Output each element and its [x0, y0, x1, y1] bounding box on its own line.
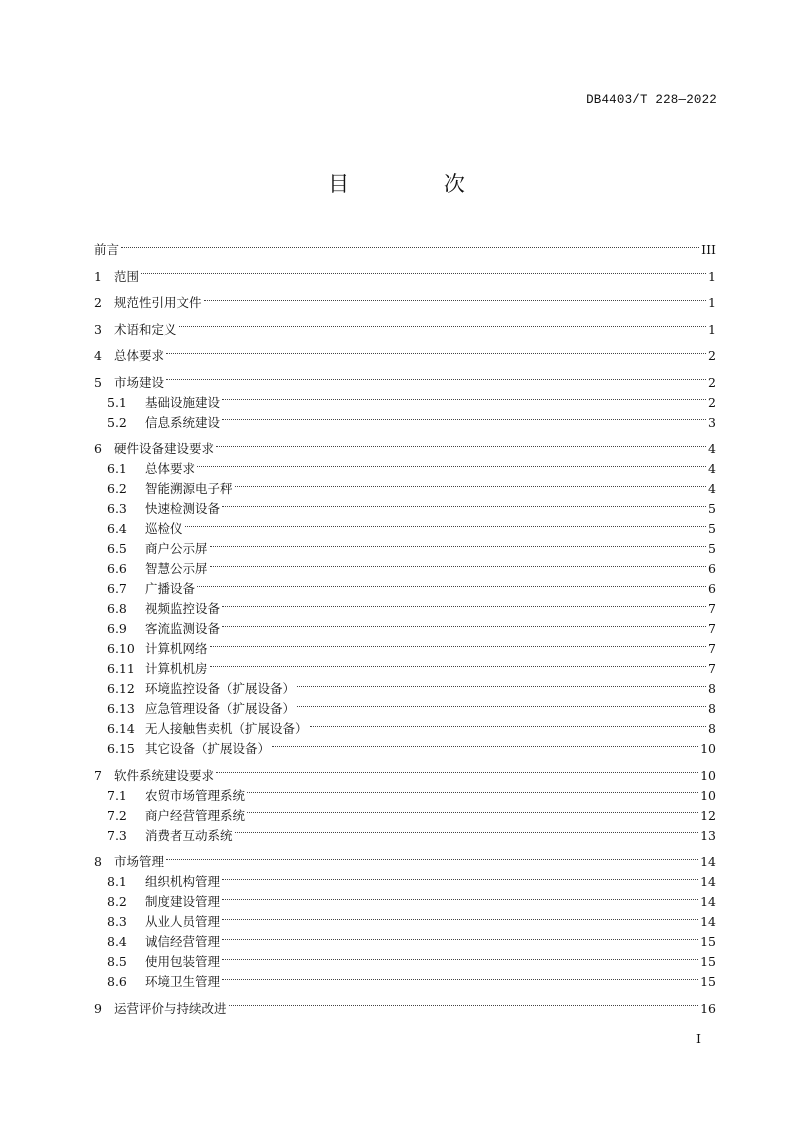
toc-entry[interactable]: [94, 806, 716, 826]
toc-entry[interactable]: [94, 579, 716, 599]
toc-entry[interactable]: [94, 766, 716, 786]
toc-entry-number: 6.13: [107, 701, 135, 716]
toc-entry-label: 市场管理: [114, 854, 165, 869]
toc-entry-page: 5: [708, 521, 716, 536]
toc-entry-number: 6.6: [107, 561, 127, 576]
toc-entry-label: 硬件设备建设要求: [114, 441, 215, 456]
dot-leader: [222, 399, 706, 400]
toc-entry-number: 6.5: [107, 541, 127, 556]
dot-leader: [197, 466, 706, 467]
toc-entry-number: 6.14: [107, 721, 135, 736]
dot-leader: [210, 566, 706, 567]
toc-entry-number: 7.3: [107, 827, 127, 843]
dot-leader: [235, 832, 699, 833]
toc-entry[interactable]: [94, 892, 716, 912]
dot-leader: [222, 899, 698, 900]
dot-leader: [247, 792, 698, 793]
toc-entry[interactable]: [94, 559, 716, 579]
toc-entry-page: 8: [708, 681, 716, 696]
toc-entry-number: 9: [94, 1000, 102, 1016]
toc-entry-label: 巡检仪: [145, 521, 183, 536]
dot-leader: [222, 626, 706, 627]
toc-entry-page: 10: [700, 741, 716, 756]
dot-leader: [272, 746, 698, 747]
toc-entry[interactable]: [94, 912, 716, 932]
dot-leader: [210, 546, 706, 547]
toc-entry-page: 6: [708, 561, 716, 576]
dot-leader: [216, 446, 706, 447]
dot-leader: [247, 812, 698, 813]
toc-entry-number: 5.1: [107, 394, 127, 410]
toc-entry-page: 7: [708, 661, 716, 676]
toc-entry-label: 商户经营管理系统: [145, 807, 246, 823]
dot-leader: [197, 586, 706, 587]
toc-entry-label: 农贸市场管理系统: [145, 787, 246, 803]
toc-entry[interactable]: [94, 346, 716, 366]
toc-entry-number: 5.2: [107, 414, 127, 430]
toc-entry[interactable]: [94, 519, 716, 539]
toc-entry-label: 诚信经营管理: [145, 934, 221, 949]
toc-entry[interactable]: [94, 267, 716, 287]
toc-entry-number: 6.12: [107, 681, 135, 696]
toc-entry-page: 15: [700, 934, 716, 949]
dot-leader: [141, 273, 706, 274]
toc-entry-label: 广播设备: [145, 581, 196, 596]
toc-entry[interactable]: [94, 999, 716, 1019]
dot-leader: [166, 379, 706, 380]
toc-entry[interactable]: [94, 439, 716, 459]
toc-entry[interactable]: [94, 499, 716, 519]
toc-title: 目 次: [328, 172, 509, 196]
toc-entry-page: 7: [708, 601, 716, 616]
toc-entry-page: 7: [708, 641, 716, 656]
toc-entry-label: 商户公示屏: [145, 541, 208, 556]
toc-entry-number: 8.3: [107, 914, 127, 929]
toc-entry[interactable]: [94, 972, 716, 992]
dot-leader: [222, 606, 706, 607]
toc-entry[interactable]: [94, 619, 716, 639]
dot-leader: [222, 506, 706, 507]
toc-entry-label: 总体要求: [114, 348, 165, 363]
toc-entry-label: 智能溯源电子秤: [145, 481, 233, 496]
dot-leader: [210, 646, 706, 647]
toc-entry-number: 1: [94, 268, 102, 284]
toc-entry[interactable]: [94, 852, 716, 872]
dot-leader: [222, 939, 698, 940]
dot-leader: [216, 772, 698, 773]
toc-entry-label: 无人接触售卖机（扩展设备）: [145, 721, 308, 736]
toc-entry-number: 6: [94, 441, 102, 456]
dot-leader: [235, 486, 706, 487]
toc-entry[interactable]: [94, 826, 716, 846]
toc-entry-label: 智慧公示屏: [145, 561, 208, 576]
toc-entry-number: 8.6: [107, 974, 127, 989]
toc-entry[interactable]: [94, 479, 716, 499]
toc-entry-label: 基础设施建设: [145, 394, 221, 410]
toc-entry-label: 术语和定义: [114, 321, 177, 337]
toc-entry-number: 6.9: [107, 621, 127, 636]
toc-entry-number: 6.8: [107, 601, 127, 616]
toc-entry[interactable]: [94, 240, 716, 260]
toc-entry[interactable]: [94, 293, 716, 313]
toc-entry-label: 制度建设管理: [145, 894, 221, 909]
toc-entry-label: 其它设备（扩展设备）: [145, 741, 271, 756]
toc-entry-number: 5: [94, 374, 102, 390]
dot-leader: [166, 859, 698, 860]
toc-entry-label: 环境卫生管理: [145, 974, 221, 989]
toc-entry-page: 4: [708, 481, 716, 496]
dot-leader: [310, 726, 706, 727]
page-number: I: [696, 1031, 701, 1046]
dot-leader: [210, 666, 706, 667]
toc-entry[interactable]: [94, 932, 716, 952]
toc-entry-page: 15: [700, 974, 716, 989]
toc-entry-label: 从业人员管理: [145, 914, 221, 929]
toc-entry-number: 8.1: [107, 874, 127, 889]
table-of-contents: [94, 240, 716, 1019]
toc-entry-label: 快速检测设备: [145, 501, 221, 516]
toc-entry-number: 7: [94, 767, 102, 783]
toc-entry-label: 消费者互动系统: [145, 827, 233, 843]
toc-entry-page: 12: [700, 807, 716, 823]
dot-leader: [229, 1005, 699, 1006]
document-code: DB4403/T 228—2022: [586, 93, 717, 107]
toc-entry-page: 2: [708, 394, 716, 410]
toc-entry-number: 2: [94, 295, 102, 310]
toc-entry-number: 6.4: [107, 521, 127, 536]
toc-entry-page: 8: [708, 701, 716, 716]
toc-entry-page: 15: [700, 954, 716, 969]
toc-entry[interactable]: [94, 320, 716, 340]
dot-leader: [204, 300, 706, 301]
toc-entry-number: 7.2: [107, 807, 127, 823]
dot-leader: [222, 979, 698, 980]
toc-entry[interactable]: [94, 393, 716, 413]
dot-leader: [166, 353, 706, 354]
toc-entry-label: 软件系统建设要求: [114, 767, 215, 783]
toc-entry-page: 14: [700, 914, 716, 929]
toc-entry-page: 1: [708, 268, 716, 284]
dot-leader: [222, 879, 698, 880]
toc-entry-label: 应急管理设备（扩展设备）: [145, 701, 296, 716]
toc-entry-page: 6: [708, 581, 716, 596]
dot-leader: [222, 959, 698, 960]
toc-entry-label: 计算机机房: [145, 661, 208, 676]
toc-entry-page: III: [701, 242, 716, 257]
toc-entry-label: 计算机网络: [145, 641, 208, 656]
toc-entry-page: 4: [708, 461, 716, 476]
toc-entry-page: 10: [700, 767, 716, 783]
toc-entry-number: 6.15: [107, 741, 135, 756]
toc-entry-page: 2: [708, 374, 716, 390]
toc-entry[interactable]: [94, 872, 716, 892]
toc-entry-number: 6.3: [107, 501, 127, 516]
toc-entry-number: 6.7: [107, 581, 127, 596]
toc-entry-page: 10: [700, 787, 716, 803]
toc-entry-page: 16: [700, 1000, 716, 1016]
toc-entry-page: 14: [700, 894, 716, 909]
toc-entry-number: 8.4: [107, 934, 127, 949]
toc-entry[interactable]: [94, 739, 716, 759]
toc-entry-page: 5: [708, 501, 716, 516]
toc-entry-label: 环境监控设备（扩展设备）: [145, 681, 296, 696]
toc-entry-page: 5: [708, 541, 716, 556]
toc-entry-page: 13: [700, 827, 716, 843]
toc-entry[interactable]: [94, 413, 716, 433]
toc-entry-label: 使用包装管理: [145, 954, 221, 969]
toc-entry-page: 3: [708, 414, 716, 430]
toc-entry-page: 2: [708, 348, 716, 363]
toc-entry-label: 视频监控设备: [145, 601, 221, 616]
toc-entry-page: 14: [700, 874, 716, 889]
dot-leader: [222, 419, 706, 420]
toc-entry[interactable]: [94, 719, 716, 739]
toc-entry-number: 8.2: [107, 894, 127, 909]
toc-entry[interactable]: [94, 599, 716, 619]
toc-entry-number: 4: [94, 348, 102, 363]
toc-entry[interactable]: [94, 539, 716, 559]
toc-entry-label: 客流监测设备: [145, 621, 221, 636]
toc-entry-number: 8: [94, 854, 102, 869]
toc-entry[interactable]: [94, 679, 716, 699]
toc-entry[interactable]: [94, 786, 716, 806]
toc-entry[interactable]: [94, 952, 716, 972]
toc-entry-number: 3: [94, 321, 102, 337]
toc-entry-label: 规范性引用文件: [114, 295, 202, 310]
dot-leader: [121, 247, 699, 248]
dot-leader: [297, 686, 706, 687]
toc-entry-label: 总体要求: [145, 461, 196, 476]
toc-entry-page: 1: [708, 295, 716, 310]
toc-entry-number: 6.10: [107, 641, 135, 656]
toc-entry-page: 14: [700, 854, 716, 869]
toc-entry[interactable]: [94, 699, 716, 719]
toc-entry-label: 前言: [94, 242, 120, 257]
toc-entry-page: 4: [708, 441, 716, 456]
toc-entry[interactable]: [94, 373, 716, 393]
dot-leader: [185, 526, 706, 527]
toc-entry[interactable]: [94, 659, 716, 679]
toc-entry-number: 6.1: [107, 461, 127, 476]
toc-entry[interactable]: [94, 459, 716, 479]
toc-entry-number: 6.2: [107, 481, 127, 496]
toc-entry-page: 1: [708, 321, 716, 337]
dot-leader: [222, 919, 698, 920]
toc-entry-page: 7: [708, 621, 716, 636]
toc-entry-number: 8.5: [107, 954, 127, 969]
toc-entry-label: 运营评价与持续改进: [114, 1000, 227, 1016]
toc-entry-number: 6.11: [107, 661, 135, 676]
toc-entry-label: 组织机构管理: [145, 874, 221, 889]
dot-leader: [179, 326, 706, 327]
dot-leader: [297, 706, 706, 707]
toc-entry-label: 范围: [114, 268, 140, 284]
toc-entry-label: 市场建设: [114, 374, 165, 390]
toc-entry-number: 7.1: [107, 787, 127, 803]
toc-entry-page: 8: [708, 721, 716, 736]
toc-entry[interactable]: [94, 639, 716, 659]
toc-entry-label: 信息系统建设: [145, 414, 221, 430]
